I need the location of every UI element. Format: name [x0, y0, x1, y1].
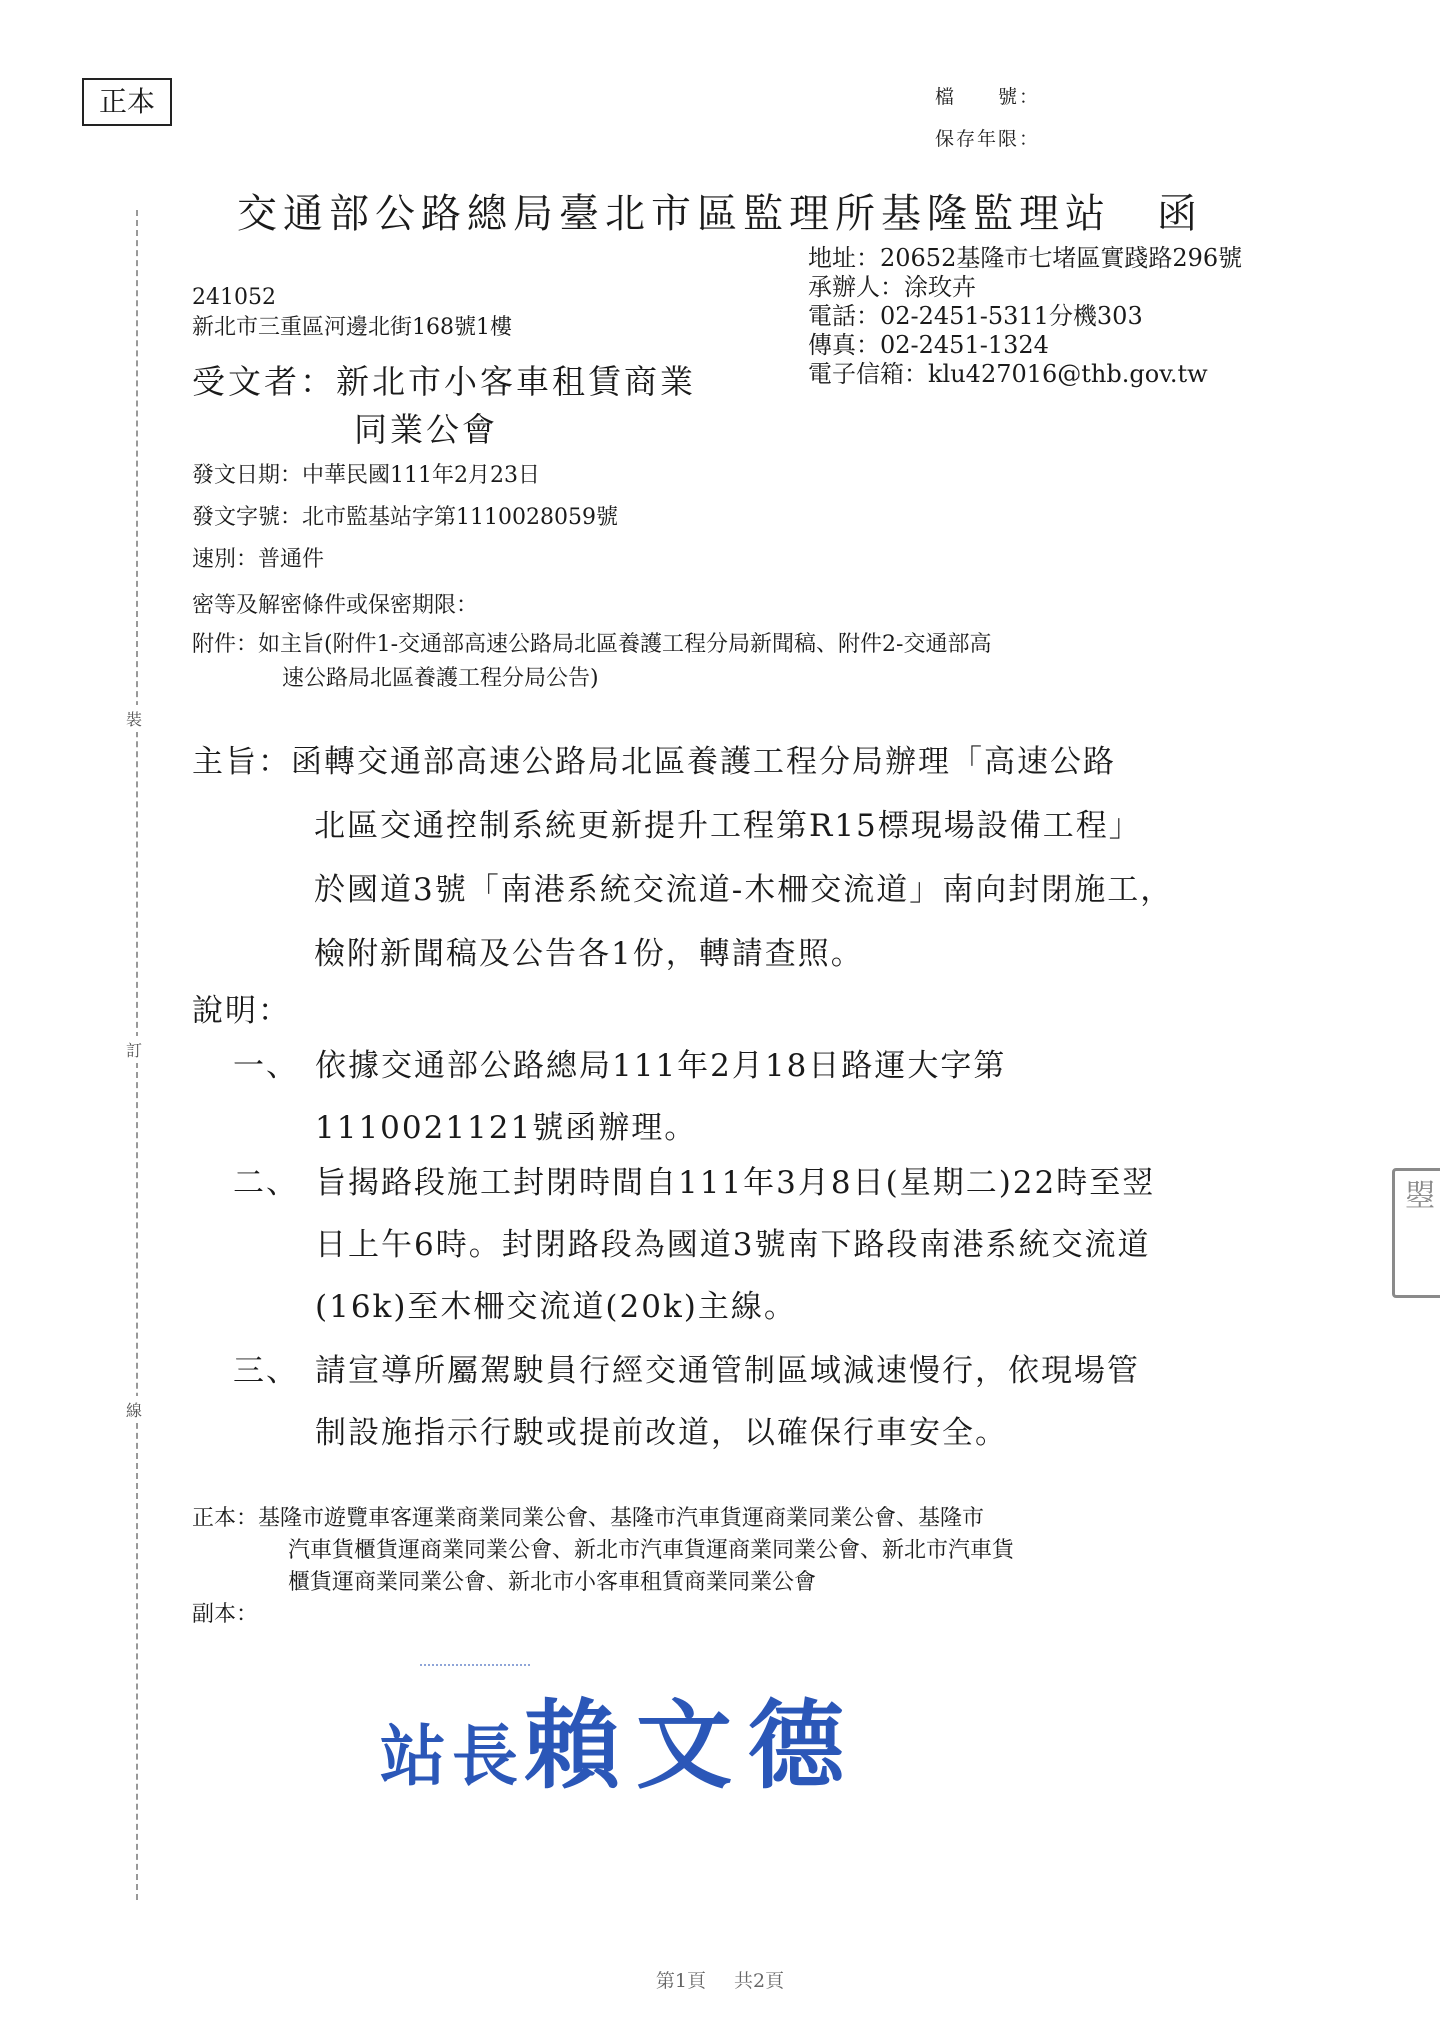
- confidentiality: 密等及解密條件或保密期限：: [192, 593, 479, 618]
- retention-period-label: 保存年限：: [935, 128, 1041, 150]
- item-text: (16k)至木柵交流道(20k)主線。: [315, 1289, 797, 1325]
- subject-line-3: 於國道3號「南港系統交流道-木柵交流道」南向封閉施工，: [314, 872, 1174, 908]
- subject-line-2: 北區交通控制系統更新提升工程第R15標現場設備工程」: [314, 808, 1142, 844]
- sender-address: 地址：20652基隆市七堵區實踐路296號: [808, 244, 1243, 272]
- original-recipients-line-2: 汽車貨櫃貨運商業同業公會、新北市汽車貨運商業同業公會、新北市汽車貨: [288, 1538, 1015, 1563]
- explanation-item-3: [233, 1340, 1293, 1464]
- item-number: 二、: [233, 1165, 299, 1201]
- page-footer: [0, 1966, 1440, 1993]
- phone-number: 電話：02-2451-5311分機303: [808, 302, 1143, 330]
- binding-mark-ding: 訂: [126, 1036, 142, 1063]
- recipient-street: 新北市三重區河邊北街168號1樓: [192, 315, 512, 340]
- item-text: 1110021121號函辦理。: [315, 1110, 698, 1146]
- issue-date: 發文日期：中華民國111年2月23日: [192, 463, 540, 488]
- total-pages: 共2頁: [734, 1970, 785, 1992]
- side-stamp: [1392, 1168, 1440, 1298]
- subject-line-4: 檢附新聞稿及公告各1份，轉請查照。: [314, 936, 864, 972]
- binding-mark-zhuang: 裝: [126, 705, 142, 732]
- attachments-line-2: 速公路局北區養護工程分局公告): [282, 666, 599, 691]
- explanation-item-1: [233, 1035, 1293, 1159]
- item-text: 請宣導所屬駕駛員行經交通管制區域減速慢行，依現場管: [315, 1353, 1140, 1389]
- handler-name: 承辦人：涂玫卉: [808, 273, 976, 301]
- item-text: 制設施指示行駛或提前改道，以確保行車安全。: [315, 1415, 1008, 1451]
- page-number: 第1頁: [655, 1970, 706, 1992]
- signature-dotted-line: [420, 1664, 530, 1666]
- item-text: 旨揭路段施工封閉時間自111年3月8日(星期二)22時至翌: [315, 1165, 1156, 1201]
- document-title: 交通部公路總局臺北市區監理所基隆監理站 函: [237, 191, 1203, 237]
- original-recipients-line-3: 櫃貨運商業同業公會、新北市小客車租賃商業同業公會: [288, 1570, 817, 1595]
- recipient-block: [192, 358, 696, 454]
- recipient-address-block: [192, 283, 512, 343]
- item-number: 一、: [233, 1048, 299, 1084]
- subject-block: [192, 730, 1292, 986]
- recipient-line-2: 同業公會: [354, 410, 498, 449]
- side-stamp-text: 曌: [1405, 1179, 1435, 1214]
- binding-mark-xian: 線: [126, 1396, 142, 1423]
- distribution-block: [192, 1503, 1272, 1631]
- attachments-line-1: 附件：如主旨(附件1-交通部高速公路局北區養護工程分局新聞稿、附件2-交通部高: [192, 632, 992, 657]
- fax-number: 傳真：02-2451-1324: [808, 331, 1049, 359]
- sender-contact-block: [808, 244, 1242, 389]
- recipient-line-1: 受文者：新北市小客車租賃商業: [192, 362, 696, 401]
- copy-recipients-label: 副本：: [192, 1602, 259, 1627]
- attachments: [192, 628, 1272, 696]
- original-recipients-line-1: 正本：基隆市遊覽車客運業商業同業公會、基隆市汽車貨運商業同業公會、基隆市: [192, 1506, 985, 1531]
- file-number-label: 檔 號：: [935, 86, 1041, 108]
- signature-title: 站長: [380, 1717, 524, 1795]
- recipient-postal-code: 241052: [192, 285, 276, 310]
- delivery-speed: 速別：普通件: [192, 547, 325, 572]
- subject-line-1: 主旨：函轉交通部高速公路局北區養護工程分局辦理「高速公路: [192, 744, 1116, 780]
- item-number: 三、: [233, 1353, 299, 1389]
- explanation-item-2: [233, 1152, 1293, 1338]
- signature-stamp: [380, 1670, 860, 1807]
- item-text: 依據交通部公路總局111年2月18日路運大字第: [315, 1048, 1007, 1084]
- original-copy-stamp: 正本: [82, 78, 172, 126]
- issue-number: 發文字號：北市監基站字第1110028059號: [192, 505, 618, 530]
- signature-name: 賴文德: [524, 1689, 860, 1802]
- item-text: 日上午6時。封閉路段為國道3號南下路段南港系統交流道: [315, 1227, 1151, 1263]
- explanation-heading: 說明：: [192, 993, 291, 1029]
- email-address: 電子信箱：klu427016@thb.gov.tw: [808, 360, 1208, 388]
